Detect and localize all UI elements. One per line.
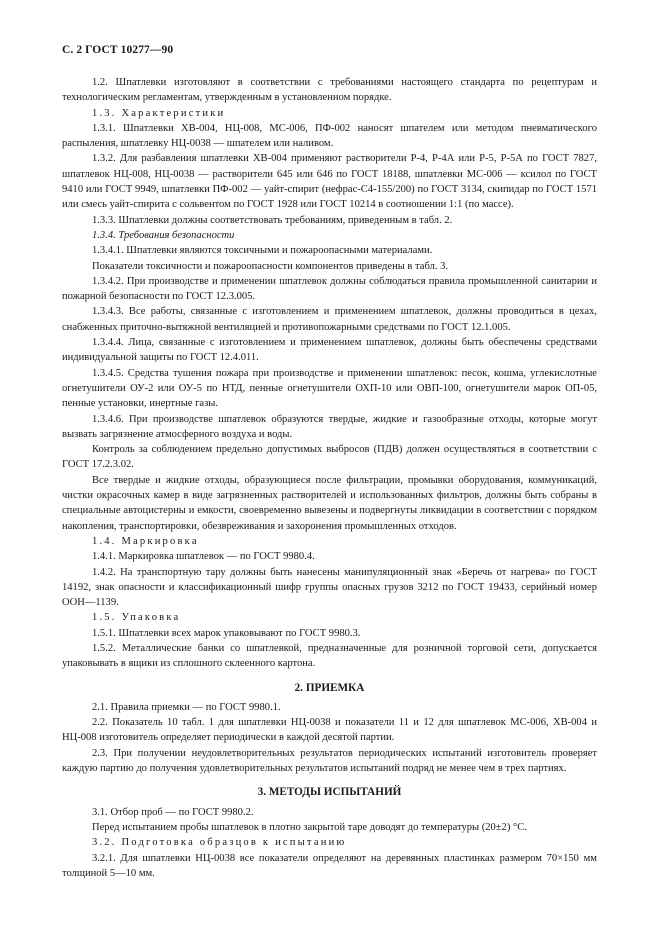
paragraph-1-3-4-1b: Показатели токсичности и пожароопасности компонентов приведены в табл. 3. [92, 260, 449, 272]
subheading-1-4: 1.4. Маркировка [92, 535, 199, 547]
paragraph-1-3-1: 1.3.1. Шпатлевки ХВ-004, НЦ-008, МС-006, ПФ-002 наносят шпателем или методом пневматического распыления, шпатлевку НЦ-0038 — шпателем или наливом. [62, 122, 597, 150]
paragraph-1-5-1: 1.5.1. Шпатлевки всех марок упаковывают по ГОСТ 9980.3. [92, 627, 361, 639]
paragraph-2-1: 2.1. Правила приемки — по ГОСТ 9980.1. [92, 701, 281, 713]
paragraph-3-2-1: 3.2.1. Для шпатлевки НЦ-0038 все показатели определяют на деревянных пластинках размером 70×150 мм толщиной 5—10 мм. [62, 852, 597, 879]
paragraph-3-1: 3.1. Отбор проб — по ГОСТ 9980.2. [92, 806, 254, 818]
paragraph-1-3-4-4: 1.3.4.4. Лица, связанные с изготовлением и применением шпатлевок, должны быть обеспечены средствами индивидуальной защиты по ГОСТ 12.4.011. [62, 337, 597, 364]
paragraph-1-3-4-2: 1.3.4.2. При производстве и применении шпатлевок должны соблюдаться правила промышленной санитарии и пожарной безопасности по ГОСТ 12.3.005. [62, 275, 597, 303]
paragraph-pdv: Контроль за соблюдением предельно допустимых выбросов (ПДВ) должен осуществляться в соответствии с ГОСТ 17.2.3.02. [62, 444, 597, 471]
paragraph-1-3-4-5: 1.3.4.5. Средства тушения пожара при производстве и применении шпатлевок: песок, кошма, углекислотные огнетушители ОУ-2 или ОУ-5 по НТД, пенные огнетушители ОХП-10 или ОВП-100, огнетушители марок ОП-05, пенные установки, инертные газы. [62, 367, 597, 410]
paragraph-1-3-4-6: 1.3.4.6. При производстве шпатлевок образуются твердые, жидкие и газообразные отходы, которые могут вызвать загрязнение атмосферного воздуха и воды. [62, 413, 597, 440]
subheading-1-5: 1.5. Упаковка [92, 612, 181, 624]
paragraph-1-5-2: 1.5.2. Металлические банки со шпатлевкой, предназначенные для розничной торговой сети, допускается упаковывать в ящики из сплошного склеенного картона. [62, 642, 597, 670]
document-body [62, 75, 597, 881]
section-heading-2: 2. ПРИЕМКА [294, 681, 365, 694]
paragraph-1-4-1: 1.4.1. Маркировка шпатлевок — по ГОСТ 9980.4. [92, 551, 315, 563]
paragraph-1-2: 1.2. Шпатлевки изготовляют в соответствии с требованиями настоящего стандарта по рецептурам и технологическим регламентам, утвержденным в установленном порядке. [62, 77, 597, 104]
subheading-1-3: 1.3. Характеристики [92, 107, 226, 119]
paragraph-1-3-2: 1.3.2. Для разбавления шпатлевки ХВ-004 применяют растворители Р-4, Р-4А или Р-5, Р-5А по ГОСТ 7827, шпатлевок НЦ-008, НЦ-0038 — растворители 645 или 646 по ГОСТ 18188, шпатлевки МС-006 — ксилол по ГОСТ 9410 или ГОСТ 9949, шпатлевки ПФ-002 — уайт-спирит (нефрас-С4-155/200) по ГОСТ 3134, скипидар по ГОСТ 1571 или смесь уайт-спирита с сольвентом по ГОСТ 1928 или ГОСТ 10214 в соотношении 1:1 (по массе). [62, 153, 597, 211]
paragraph-1-3-3: 1.3.3. Шпатлевки должны соответствовать требованиям, приведенным в табл. 2. [92, 214, 453, 226]
paragraph-1-3-4-3: 1.3.4.3. Все работы, связанные с изготовлением и применением шпатлевок, должны проводиться в цехах, снабженных приточно-вытяжной вентиляцией и противопожарными средствами по ГОСТ 12.1.005. [62, 306, 597, 333]
subheading-1-3-4: 1.3.4. Требования безопасности [92, 229, 235, 241]
paragraph-1-3-4-1: 1.3.4.1. Шпатлевки являются токсичными и пожароопасными материалами. [92, 245, 433, 257]
paragraph-2-3: 2.3. При получении неудовлетворительных результатов периодических испытаний изготовитель проверяет каждую партию до получения удовлетворительных результатов испытаний подряд не менее чем в трех партиях. [62, 747, 597, 775]
section-heading-3: 3. МЕТОДЫ ИСПЫТАНИЙ [257, 786, 402, 799]
subheading-3-2: 3.2. Подготовка образцов к испытанию [92, 837, 347, 849]
paragraph-1-4-2: 1.4.2. На транспортную тару должны быть нанесены манипуляционный знак «Беречь от нагрева» по ГОСТ 14192, знак опасности и классификационный шифр группы опасных грузов 3212 по ГОСТ 19433, серийный номер ООН—1139. [62, 566, 597, 609]
paragraph-2-2: 2.2. Показатель 10 табл. 1 для шпатлевки НЦ-0038 и показатели 11 и 12 для шпатлевок МС-006, ХВ-004 и НЦ-008 изготовитель определяет периодически в каждой десятой партии. [62, 717, 597, 744]
paragraph-3-1b: Перед испытанием пробы шпатлевок в плотно закрытой таре доводят до температуры (20±2) °С. [92, 821, 527, 833]
paragraph-waste: Все твердые и жидкие отходы, образующиеся после фильтрации, промывки оборудования, коммуникаций, чистки окрасочных камер в виде загрязненных растворителей и использованных фильтров, должны быть собраны в специальные автоцистерны и емкости, своевременно вывезены и подвергнуты ликвидации в соответствии с порядком накопления, транспортировки, обезвреживания и захоронения промышленных отходов. [62, 474, 597, 532]
page-header: С. 2 ГОСТ 10277—90 [62, 44, 174, 56]
